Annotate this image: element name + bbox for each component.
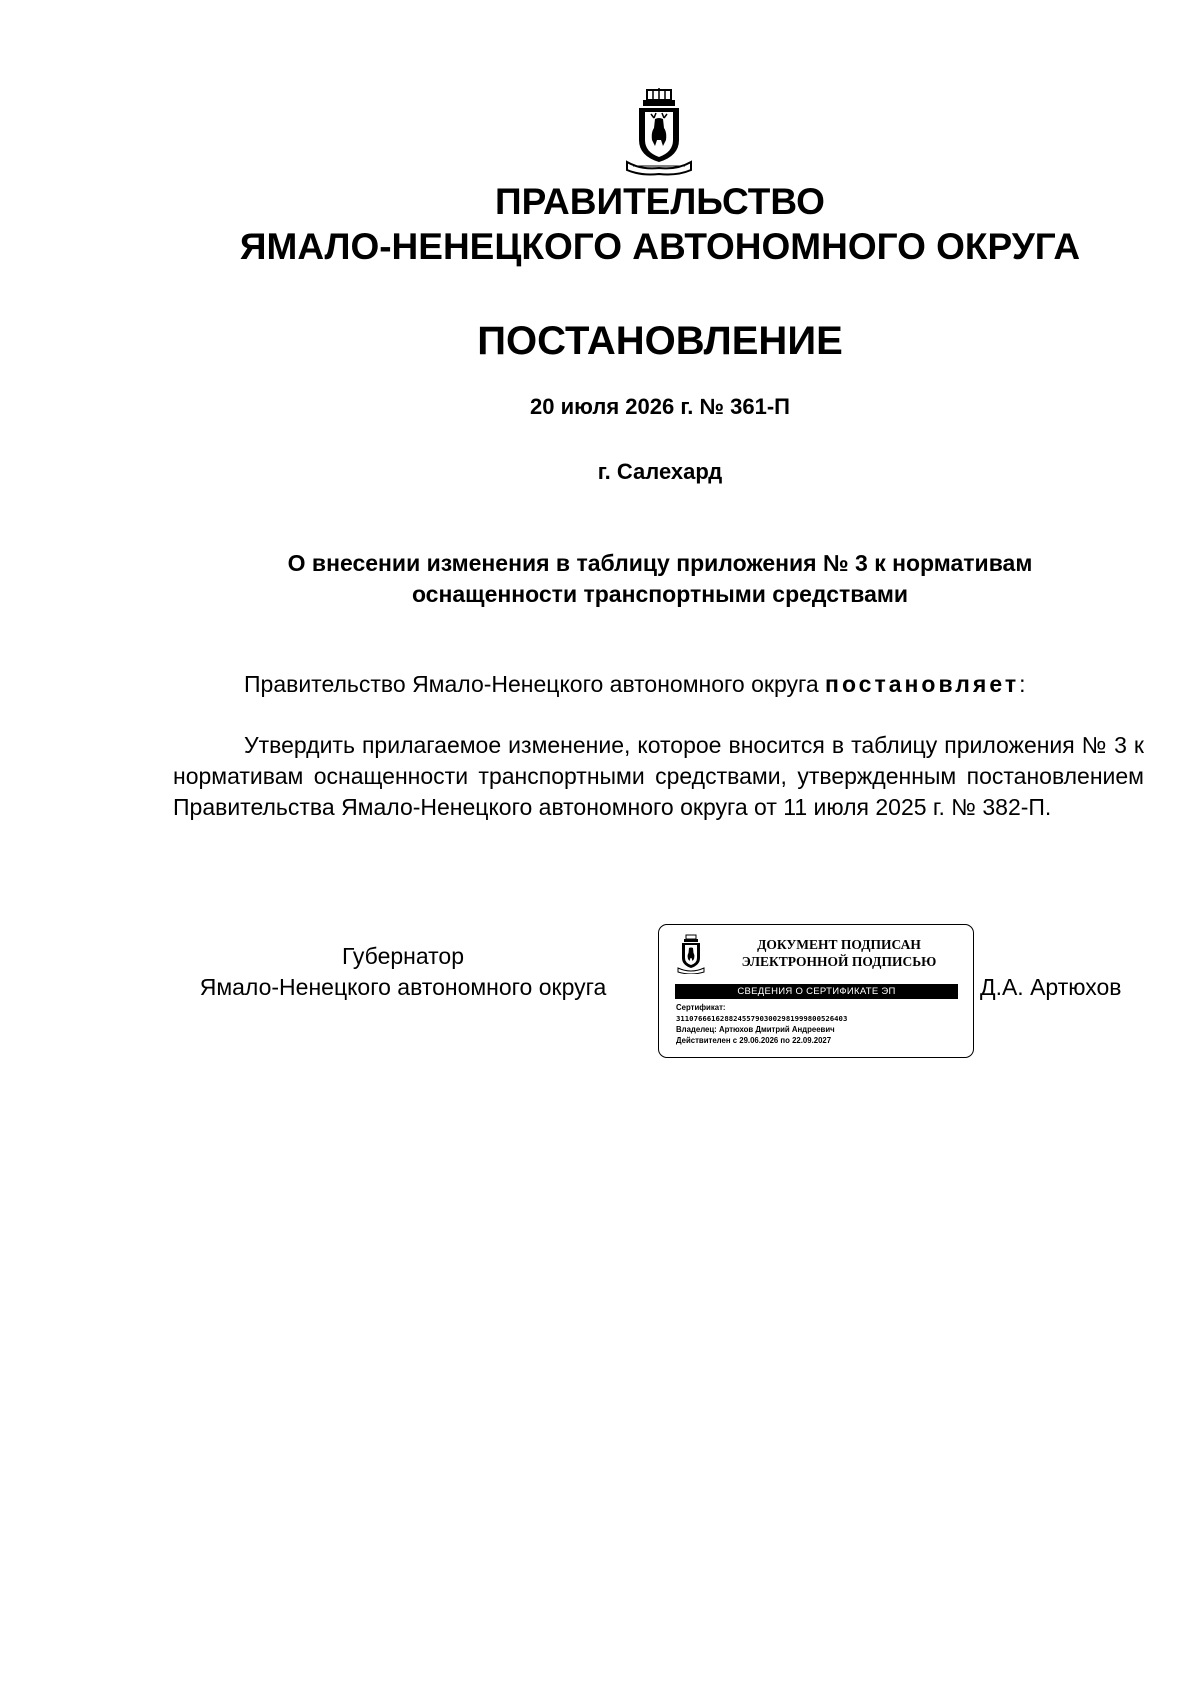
certificate-owner: Владелец: Артюхов Дмитрий Андреевич — [676, 1025, 835, 1034]
certificate-label: Сертификат: — [676, 1003, 726, 1012]
resolution-preamble — [173, 669, 1144, 700]
city: г. Салехард — [597, 459, 723, 484]
electronic-signature-stamp — [658, 924, 974, 1058]
coat-of-arms-icon — [621, 88, 697, 176]
signer-title — [173, 941, 633, 1003]
stamp-heading-line2: ЭЛЕКТРОННОЙ ПОДПИСЬЮ — [741, 954, 937, 969]
preamble-text: Правительство Ямало-Ненецкого автономного округа — [244, 671, 826, 697]
resolution-body: Утвердить прилагаемое изменение, которое вносится в таблицу приложения № 3 к нормативам оснащенности транспортными средствами, утвержденным постановлением Правительства Ямало-Ненецкого автономного округа от 11 июля 2025 г. № 382-П. — [173, 732, 1144, 820]
document-subject — [220, 548, 1100, 610]
government-name-line1: ПРАВИТЕЛЬСТВО — [495, 181, 825, 222]
stamp-heading-line1: ДОКУМЕНТ ПОДПИСАН — [757, 937, 921, 952]
signer-title-line1: Губернатор — [341, 943, 465, 969]
certificate-number: 311076661628824557903002981999800526403 — [676, 1014, 848, 1023]
signer-name: Д.А. Артюхов — [980, 974, 1122, 1000]
subject-line1: О внесении изменения в таблицу приложения № 3 к нормативам — [287, 550, 1033, 576]
document-type: ПОСТАНОВЛЕНИЕ — [477, 319, 843, 363]
signer-title-line2: Ямало-Ненецкого автономного округа — [199, 974, 607, 1000]
stamp-coat-of-arms-icon — [677, 934, 705, 974]
resolves-keyword: постановляет — [825, 671, 1020, 697]
preamble-colon: : — [1019, 671, 1026, 697]
government-name-line2: ЯМАЛО-НЕНЕЦКОГО АВТОНОМНОГО ОКРУГА — [239, 226, 1081, 267]
date-and-number: 20 июля 2026 г. № 361-П — [530, 394, 790, 419]
subject-line2: оснащенности транспортными средствами — [411, 581, 909, 607]
certificate-info-bar: СВЕДЕНИЯ О СЕРТИФИКАТЕ ЭП — [675, 984, 958, 999]
certificate-validity: Действителен с 29.06.2026 по 22.09.2027 — [676, 1036, 832, 1045]
